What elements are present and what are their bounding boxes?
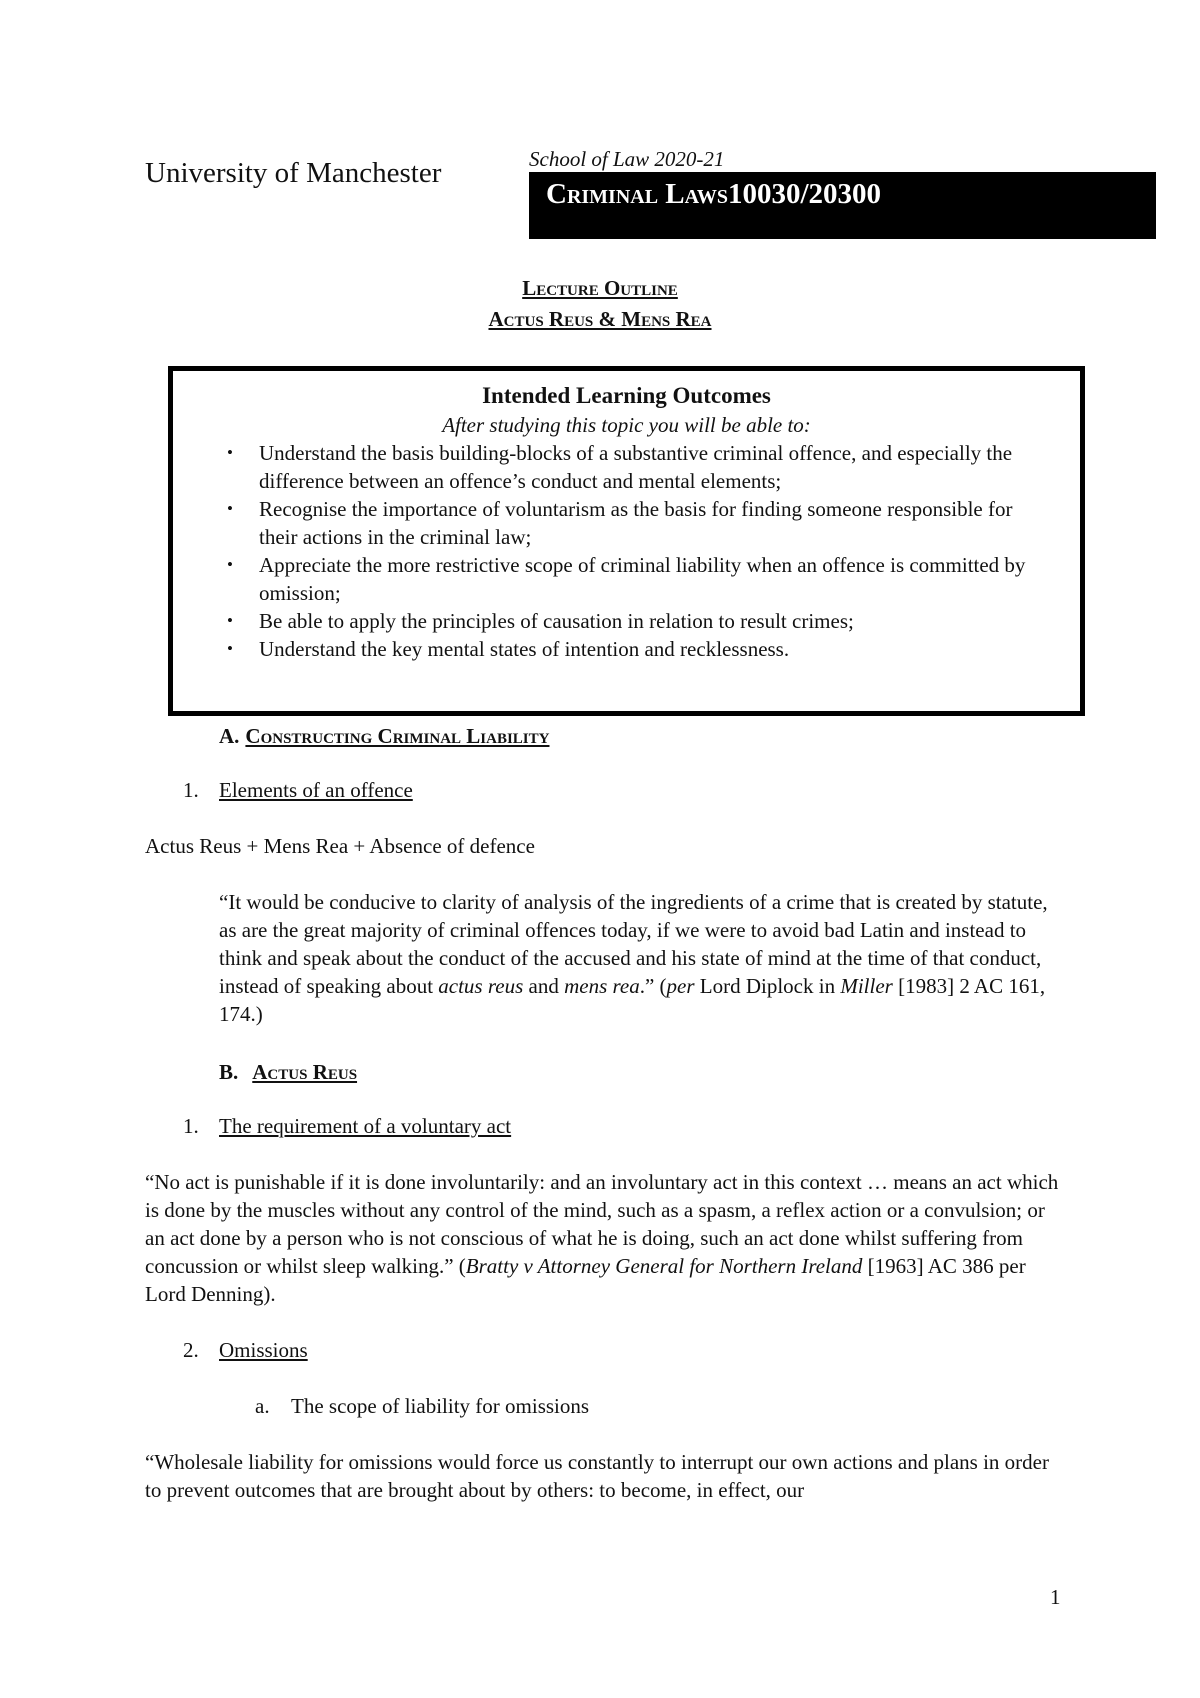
topic-heading: Actus Reus & Mens Rea: [488, 307, 712, 331]
bullet-icon: •: [227, 611, 233, 630]
learning-outcomes-subtitle: After studying this topic you will be able to:: [442, 413, 811, 437]
omissions-quote: “Wholesale liability for omissions would force us constantly to interrupt our own actions and plans in order to prevent outcomes that are brought about by others: to become, in effect, our: [145, 1450, 1049, 1502]
page-number: 1: [1050, 1585, 1061, 1609]
section-a-item-label: Elements of an offence: [219, 778, 413, 802]
quote-text: “It would be conducive to clarity of analysis of the ingredients of a crime that is created by statute, as are the great majority of criminal offences today, if we were to avoid bad Latin and instead to think and speak about the conduct of the accused and his state of mind at the time of that conduct, instead of speaking about: [219, 890, 1048, 998]
list-item: [213, 551, 1053, 607]
bullet-icon: •: [227, 639, 233, 658]
case-name: Bratty v Attorney General for Northern Ireland: [465, 1254, 863, 1278]
quote-per: per: [666, 974, 695, 998]
course-banner: [529, 172, 1156, 239]
case-citation: [1983] 2 AC 161, 174.): [219, 974, 1046, 1026]
case-name: Miller: [840, 974, 893, 998]
section-a-heading: [219, 722, 549, 750]
list-item-text: Be able to apply the principles of causation in relation to result crimes;: [259, 609, 854, 633]
quote-term: mens rea: [564, 974, 640, 998]
quote-text: Lord Diplock in: [694, 974, 841, 998]
university-name: University of Manchester: [145, 157, 442, 189]
learning-outcomes-list: [213, 439, 1053, 663]
learning-outcomes-title: Intended Learning Outcomes: [482, 383, 771, 408]
bullet-icon: •: [227, 555, 233, 574]
list-item: [213, 439, 1053, 495]
list-item-text: Recognise the importance of voluntarism as the basis for finding someone responsible for their actions in the criminal law;: [259, 497, 1013, 549]
quote-text: “No act is punishable if it is done involuntarily: and an involuntary act in this context … means an act which is done by the muscles without any control of the mind, such as a spasm, a reflex action or a convulsion; or an act done by a person who is not conscious of what he is doing, such an act done whilst suffering from concussion or whilst sleep walking.” (: [145, 1170, 1059, 1278]
bullet-icon: •: [227, 443, 233, 462]
learning-outcomes-box: [168, 366, 1085, 716]
diplock-quote: [219, 888, 1069, 1028]
quote-text: .” (: [639, 974, 667, 998]
list-item-text: Understand the key mental states of intention and recklessness.: [259, 637, 790, 661]
list-item: [213, 495, 1053, 551]
section-b-heading: [219, 1058, 357, 1086]
section-b-item-label: The requirement of a voluntary act: [219, 1114, 512, 1138]
section-b-letter: B.: [219, 1060, 239, 1084]
subitem-label: The scope of liability for omissions: [291, 1394, 590, 1418]
case-citation: [1963] AC 386 per Lord Denning).: [145, 1254, 1026, 1306]
section-b-item-number: 1.: [183, 1114, 199, 1138]
list-item: [213, 635, 1053, 663]
course-code: Criminal Laws10030/20300: [546, 178, 882, 210]
section-a-item-number: 1.: [183, 778, 199, 802]
section-a-title: Constructing Criminal Liability: [245, 724, 550, 748]
school-label: School of Law 2020-21: [529, 147, 725, 171]
list-item-text: Understand the basis building-blocks of a substantive criminal offence, and especially the difference between an offence’s conduct and mental elements;: [259, 441, 1013, 493]
omissions-label: Omissions: [219, 1338, 308, 1362]
elements-formula: Actus Reus + Mens Rea + Absence of defence: [145, 834, 535, 858]
lecture-outline-heading: Lecture Outline: [522, 276, 678, 300]
denning-quote: [145, 1168, 1065, 1308]
list-item: [213, 607, 1053, 635]
subitem-letter: a.: [255, 1394, 270, 1418]
bullet-icon: •: [227, 499, 233, 518]
quote-term: actus reus: [438, 974, 524, 998]
section-b-item-number: 2.: [183, 1338, 199, 1362]
section-b-title: Actus Reus: [252, 1060, 358, 1084]
list-item-text: Appreciate the more restrictive scope of criminal liability when an offence is committed by omission;: [259, 553, 1026, 605]
quote-text: and: [523, 974, 565, 998]
section-a-letter: A.: [219, 724, 240, 748]
